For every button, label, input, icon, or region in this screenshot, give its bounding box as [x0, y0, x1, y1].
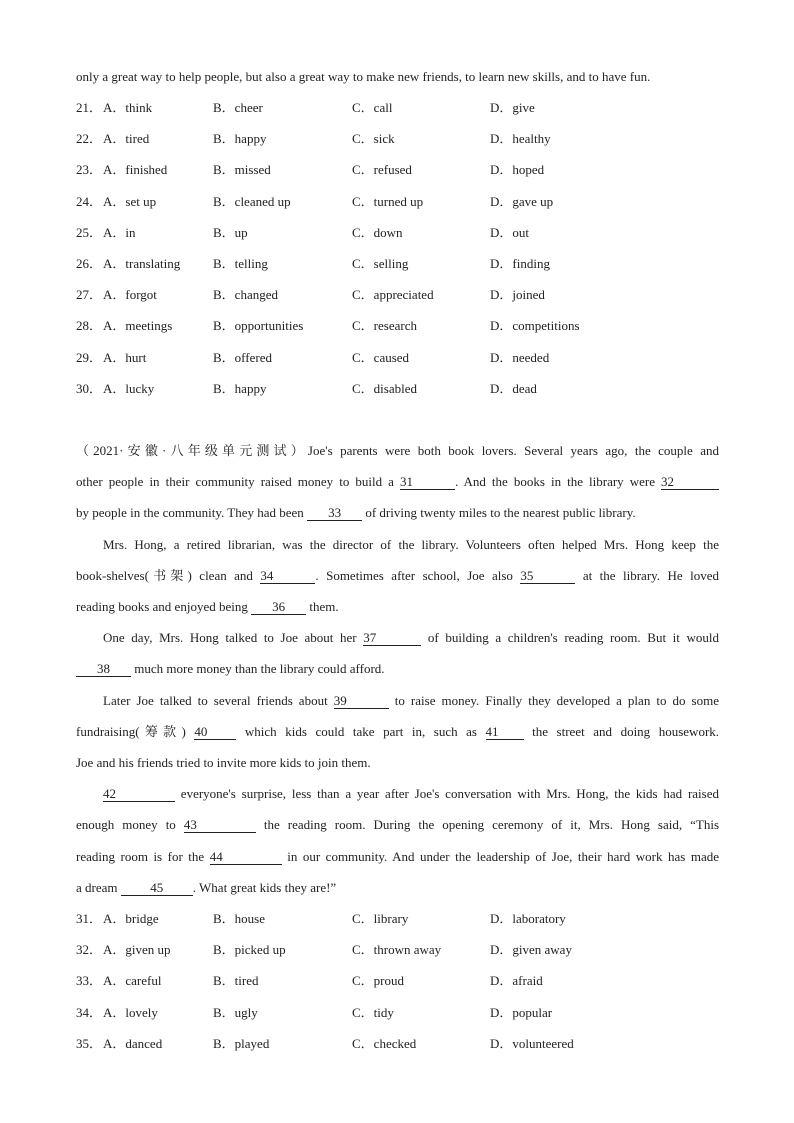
question-number: 29．: [76, 349, 103, 365]
option-b: B．offered: [213, 349, 272, 365]
option-a: A．danced: [103, 1035, 163, 1051]
passage-line-14: reading room is for the 44 in our community. And under the leadership of Joe, their hard work has made: [76, 849, 720, 864]
option-a: A．lovely: [103, 1004, 158, 1020]
passage-line-11: Joe and his friends tried to invite more kids to join them.: [76, 755, 371, 770]
question-row: [76, 1036, 716, 1052]
question-row: [76, 911, 716, 927]
question-row: [76, 381, 716, 397]
passage-line-2: other people in their community raised money to build a 31 . And the books in the library were 32: [76, 474, 719, 490]
question-number: 22．: [76, 131, 103, 147]
option-a: A．forgot: [103, 287, 157, 303]
question-row: [76, 162, 716, 178]
question-number: 35．: [76, 1035, 103, 1051]
blank-44: 44: [210, 850, 282, 865]
option-a: A．careful: [103, 973, 162, 989]
question-row: [76, 287, 716, 303]
option-b: B．tired: [213, 973, 259, 989]
option-c: C．refused: [352, 162, 412, 178]
blank-36: 36: [251, 600, 306, 615]
option-c: C．call: [352, 100, 393, 115]
question-row: [76, 256, 716, 272]
option-d: D．give: [490, 100, 535, 115]
option-c: C．proud: [352, 973, 405, 989]
option-b: B．ugly: [213, 1004, 258, 1020]
option-d: D．competitions: [490, 318, 580, 334]
option-b: B．played: [213, 1035, 270, 1051]
option-a: A．in: [103, 224, 136, 240]
blank-33: 33: [307, 506, 362, 521]
blank-42: 42: [103, 787, 175, 802]
blank-35: 35: [520, 569, 575, 584]
question-number: 33．: [76, 973, 103, 989]
option-d: D．gave up: [490, 193, 554, 209]
option-c: C．thrown away: [352, 942, 442, 958]
passage-line-12: 42 everyone's surprise, less than a year after Joe's conversation with Mrs. Hong, the kids had raised: [103, 786, 719, 801]
question-row: [76, 318, 716, 334]
option-d: D．finding: [490, 256, 550, 271]
blank-40: 40: [194, 725, 236, 740]
question-number: 21．: [76, 100, 103, 115]
option-b: B．happy: [213, 380, 267, 396]
question-number: 27．: [76, 287, 103, 303]
question-number: 34．: [76, 1004, 103, 1020]
option-c: C．disabled: [352, 380, 417, 396]
blank-31: 31: [400, 475, 455, 490]
question-number: 30．: [76, 380, 103, 396]
option-d: D．laboratory: [490, 911, 566, 926]
option-b: B．happy: [213, 131, 267, 147]
question-number: 23．: [76, 162, 103, 178]
question-number: 26．: [76, 256, 103, 271]
option-d: D．popular: [490, 1004, 553, 1020]
option-b: B．house: [213, 911, 266, 926]
option-c: C．selling: [352, 256, 409, 271]
option-a: A．bridge: [103, 911, 159, 926]
question-row: [76, 942, 716, 958]
option-c: C．caused: [352, 349, 410, 365]
option-b: B．opportunities: [213, 318, 304, 334]
option-d: D．hoped: [490, 162, 545, 178]
option-c: C．down: [352, 224, 403, 240]
blank-37: 37: [363, 631, 421, 646]
option-a: A．translating: [103, 256, 181, 271]
question-row: [76, 350, 716, 366]
question-row: [76, 973, 716, 989]
option-b: B．cleaned up: [213, 193, 291, 209]
blank-32: 32: [661, 475, 719, 490]
option-b: B．telling: [213, 256, 268, 271]
question-number: 25．: [76, 224, 103, 240]
option-c: C．research: [352, 318, 417, 334]
passage-line-7: One day, Mrs. Hong talked to Joe about her 37 of building a children's reading room. But it would: [103, 630, 720, 645]
question-number: 32．: [76, 942, 103, 958]
passage-line-9: Later Joe talked to several friends about 39 to raise money. Finally they developed a plan to do some: [103, 693, 719, 708]
option-a: A．think: [103, 100, 153, 115]
question-row: [76, 225, 716, 241]
passage-line-15: a dream 45 . What great kids they are!”: [76, 880, 337, 895]
passage-line-5: book-shelves(书架) clean and 34 . Sometimes after school, Joe also 35 at the library. He loved: [76, 568, 719, 583]
option-a: A．hurt: [103, 349, 147, 365]
question-row: [76, 1005, 716, 1021]
option-b: B．changed: [213, 287, 278, 303]
option-b: B．picked up: [213, 942, 286, 958]
question-number: 28．: [76, 318, 103, 334]
option-d: D．joined: [490, 287, 545, 303]
option-d: D．out: [490, 224, 530, 240]
option-c: C．tidy: [352, 1004, 394, 1020]
intro-end-text: only a great way to help people, but also a great way to make new friends, to learn new skills, and to have fun.: [76, 69, 651, 84]
option-d: D．healthy: [490, 131, 551, 147]
option-c: C．checked: [352, 1035, 417, 1051]
passage-line-10: fundraising(筹款) 40 which kids could take part in, such as 41 the street and doing housework.: [76, 724, 720, 739]
question-number: 31．: [76, 911, 103, 926]
option-c: C．turned up: [352, 193, 424, 209]
option-c: C．sick: [352, 131, 395, 147]
question-number: 24．: [76, 193, 103, 209]
passage-line-6: reading books and enjoyed being 36 them.: [76, 599, 339, 614]
passage-line-13: enough money to 43 the reading room. During the opening ceremony of it, Mrs. Hong said, “This: [76, 817, 720, 832]
option-b: B．missed: [213, 162, 271, 178]
blank-38: 38: [76, 662, 131, 677]
passage-line-3: by people in the community. They had been 33 of driving twenty miles to the nearest public library.: [76, 505, 636, 520]
passage-line-1: （2021·安徽·八年级单元测试）Joe's parents were both book lovers. Several years ago, the couple and: [76, 443, 719, 458]
option-c: C．library: [352, 911, 409, 926]
option-b: B．cheer: [213, 100, 263, 115]
question-row: [76, 131, 716, 147]
blank-43: 43: [184, 818, 256, 833]
option-a: A．given up: [103, 942, 171, 958]
option-c: C．appreciated: [352, 287, 434, 303]
option-a: A．finished: [103, 162, 168, 178]
question-row: [76, 100, 716, 116]
blank-41: 41: [486, 725, 524, 740]
blank-45: 45: [121, 881, 193, 896]
option-d: D．given away: [490, 942, 572, 958]
option-d: D．dead: [490, 380, 537, 396]
option-a: A．set up: [103, 193, 157, 209]
option-d: D．needed: [490, 349, 550, 365]
option-b: B．up: [213, 224, 248, 240]
blank-34: 34: [260, 569, 315, 584]
option-a: A．tired: [103, 131, 150, 147]
option-d: D．volunteered: [490, 1035, 574, 1051]
blank-39: 39: [334, 694, 389, 709]
passage-line-8: 38 much more money than the library could afford.: [76, 661, 719, 677]
question-row: [76, 194, 716, 210]
option-d: D．afraid: [490, 973, 543, 989]
option-a: A．lucky: [103, 380, 155, 396]
option-a: A．meetings: [103, 318, 173, 334]
passage-line-4: Mrs. Hong, a retired librarian, was the director of the library. Volunteers often helped Mrs. Hong keep the: [103, 537, 719, 552]
